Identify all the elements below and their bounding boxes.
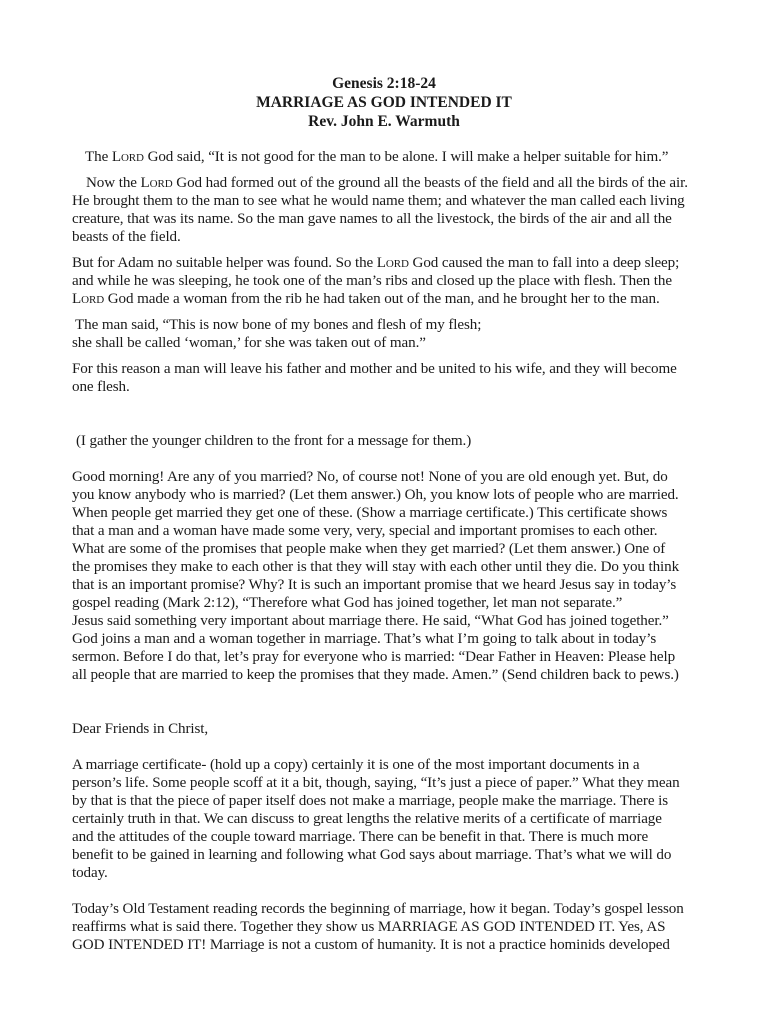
text-line: reaffirms what is said there. Together they show us MARRIAGE AS GOD INTENDED IT. Yes, AS <box>72 919 666 935</box>
text-line: beasts of the field. <box>72 229 181 245</box>
scripture-reference: Genesis 2:18-24 <box>332 75 436 92</box>
text-line: A marriage certificate- (hold up a copy) certainly it is one of the most important documents in a <box>72 757 640 773</box>
text-line: He brought them to the man to see what he would name them; and whatever the man called each living <box>72 193 685 209</box>
text-line: and the attitudes of the couple toward marriage. There can be benefit in that. There is much more <box>72 829 649 845</box>
text-line: that is an important promise? Why? It is such an important promise that we heard Jesus say in today’s <box>72 577 677 593</box>
text-line: The Lord God said, “It is not good for the man to be alone. I will make a helper suitable for him.” <box>85 149 669 165</box>
scripture-paragraph-1 <box>72 148 696 166</box>
text-line: creature, that was its name. So the man gave names to all the livestock, the birds of the air and all the <box>72 211 672 227</box>
text-line: all people that are married to keep the promises that they made. Amen.” (Send children back to pews.) <box>72 667 679 683</box>
author-name: Rev. John E. Warmuth <box>308 113 460 130</box>
text-line: The man said, “This is now bone of my bones and flesh of my flesh; <box>75 317 482 333</box>
text-line: Lord God made a woman from the rib he had taken out of the man, and he brought her to the man. <box>72 291 660 307</box>
children-note <box>72 432 696 450</box>
scripture-paragraph-5 <box>72 360 696 396</box>
text-line: person’s life. Some people scoff at it a bit, though, saying, “It’s just a piece of paper.” What they mean <box>72 775 680 791</box>
divine-name: Lord <box>72 291 105 307</box>
sermon-header <box>72 74 696 131</box>
text-line: today. <box>72 865 108 881</box>
text-line: Today’s Old Testament reading records the beginning of marriage, how it began. Today’s gospel lesson <box>72 901 684 917</box>
text-line: Jesus said something very important about marriage there. He said, “What God has joined together.” <box>72 613 669 629</box>
text-line: For this reason a man will leave his father and mother and be united to his wife, and they will become <box>72 361 677 377</box>
text-line: But for Adam no suitable helper was found. So the Lord God caused the man to fall into a deep sleep; <box>72 255 680 271</box>
text-line: certainly truth in that. We can discuss to great lengths the relative merits of a certificate of marriage <box>72 811 662 827</box>
text-line: the promises they make to each other is that they will stay with each other until they die. Do you think <box>72 559 680 575</box>
text-line: one flesh. <box>72 379 130 395</box>
salutation <box>72 720 696 738</box>
text-line: Now the Lord God had formed out of the ground all the beasts of the field and all the birds of the air. <box>86 175 688 191</box>
divine-name: Lord <box>376 255 409 271</box>
text-line: and while he was sleeping, he took one of the man’s ribs and closed up the place with flesh. Then the <box>72 273 672 289</box>
text-line: you know anybody who is married? (Let them answer.) Oh, you know lots of people who are married. <box>72 487 679 503</box>
text-line: gospel reading (Mark 2:12), “Therefore what God has joined together, let man not separate.” <box>72 595 623 611</box>
text-line: When people get married they get one of these. (Show a marriage certificate.) This certificate shows <box>72 505 668 521</box>
sermon-title: MARRIAGE AS GOD INTENDED IT <box>256 94 512 111</box>
children-message <box>72 468 696 684</box>
text-line: benefit to be gained in learning and following what God says about marriage. That’s what we will do <box>72 847 672 863</box>
text-line: that a man and a woman have made some very, very, special and important promises to each other. <box>72 523 658 539</box>
text-line: Dear Friends in Christ, <box>72 721 209 737</box>
sermon-paragraph-1 <box>72 756 696 882</box>
divine-name: Lord <box>111 149 144 165</box>
scripture-paragraph-2 <box>72 174 696 246</box>
text-line: by that is that the piece of paper itself does not make a marriage, people make the marriage. There is <box>72 793 668 809</box>
divine-name: Lord <box>140 175 173 191</box>
text-line: Good morning! Are any of you married? No, of course not! None of you are old enough yet. But, do <box>72 469 668 485</box>
scripture-paragraph-3 <box>72 254 696 308</box>
text-line: she shall be called ‘woman,’ for she was taken out of man.” <box>72 335 426 351</box>
text-line: (I gather the younger children to the front for a message for them.) <box>76 433 472 449</box>
text-line: sermon. Before I do that, let’s pray for everyone who is married: “Dear Father in Heaven: Please help <box>72 649 676 665</box>
text-line: What are some of the promises that people make when they get married? (Let them answer.) One of <box>72 541 666 557</box>
text-line: God joins a man and a woman together in marriage. That’s what I’m going to talk about in today’s <box>72 631 657 647</box>
sermon-paragraph-2 <box>72 900 696 954</box>
text-line: GOD INTENDED IT! Marriage is not a custom of humanity. It is not a practice hominids developed <box>72 937 670 953</box>
scripture-paragraph-4 <box>72 316 696 352</box>
